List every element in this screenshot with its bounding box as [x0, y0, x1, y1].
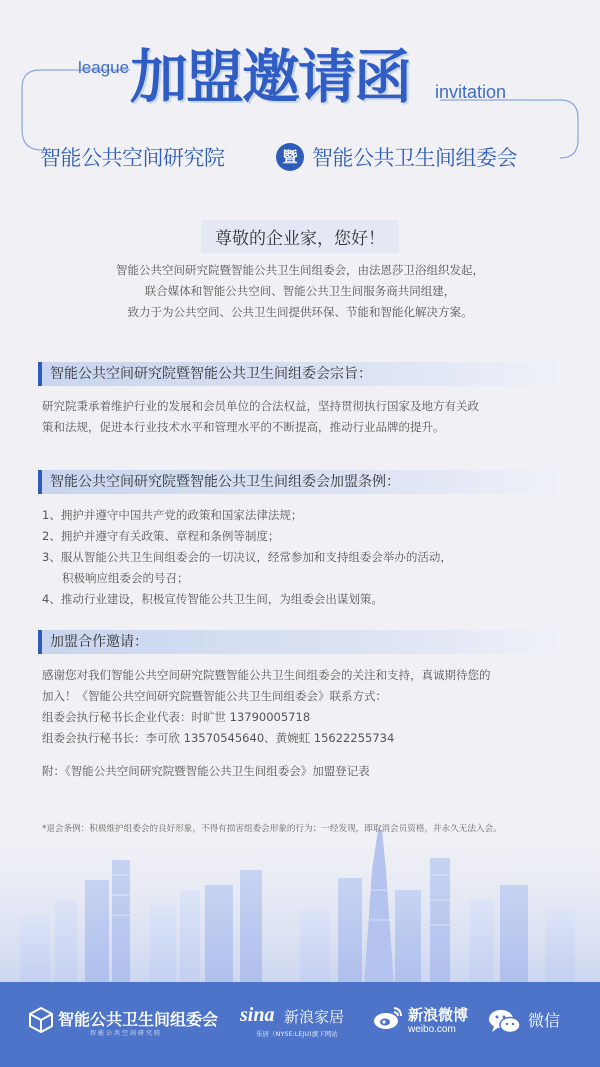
- section-heading-purpose: 智能公共空间研究院暨智能公共卫生间组委会宗旨：: [38, 362, 560, 386]
- section-body-regulations: [42, 505, 562, 610]
- contact-line: 组委会执行秘书长企业代表：时旷世 13790005718: [42, 710, 311, 724]
- league-label: league: [78, 58, 130, 77]
- section-heading-regulations: 智能公共空间研究院暨智能公共卫生间组委会加盟条例：: [38, 470, 560, 494]
- greeting: [0, 220, 600, 253]
- intro-line: 联合媒体和智能公共空间、智能公共卫生间服务商共同组建，: [144, 284, 456, 298]
- invitation-label: invitation: [435, 82, 507, 102]
- greeting-title: 尊敬的企业家，您好！: [201, 220, 399, 253]
- list-item: 3、服从智能公共卫生间组委会的一切决议，经常参加和支持组委会举办的活动，: [42, 550, 452, 564]
- cube-logo-icon: [28, 1006, 54, 1034]
- sina-home-name: 新浪家居: [284, 1008, 345, 1026]
- list-item: 4、推动行业建设，积极宣传智能公共卫生间，为组委会出谋划策。: [42, 592, 383, 606]
- city-skyline-illustration: [0, 830, 600, 985]
- intro-line: 智能公共空间研究院暨智能公共卫生间组委会，由法恩莎卫浴组织发起，: [116, 263, 484, 277]
- body-line: 感谢您对我们智能公共空间研究院暨智能公共卫生间组委会的关注和支持，真诚期待您的: [42, 668, 491, 682]
- list-item: 1、拥护并遵守中国共产党的政策和国家法律法规；: [42, 508, 303, 522]
- footer-bar: [0, 982, 600, 1067]
- intro-line: 致力于为公共空间、公共卫生间提供环保、节能和智能化解决方案。: [127, 305, 473, 319]
- joint-badge: 暨: [276, 143, 304, 171]
- wechat-name: 微信: [528, 1011, 561, 1030]
- intro-paragraph: [40, 260, 560, 323]
- sina-home-sub: 乐居（NYSE:LEJU)旗下网站: [256, 1030, 338, 1038]
- body-line: 策和法规，促进本行业技术水平和管理水平的不断提高，推动行业品牌的提升。: [42, 420, 445, 434]
- footer-org-sub: 智能公共空间研究院: [90, 1030, 163, 1037]
- wechat-icon: [488, 1008, 522, 1036]
- contact-line: 组委会执行秘书长：李可欣 13570545640、黄婉虹 15622255734: [42, 731, 395, 745]
- organizer-row: [0, 140, 600, 180]
- list-item: 积极响应组委会的号召；: [62, 571, 189, 585]
- section-heading-cooperation: 加盟合作邀请：: [38, 630, 560, 654]
- list-item: 2、拥护并遵守有关政策、章程和条例等制度；: [42, 529, 280, 543]
- attachment-line: 附：《智能公共空间研究院暨智能公共卫生间组委会》加盟登记表: [42, 764, 370, 778]
- weibo-name: 新浪微博: [408, 1006, 469, 1024]
- body-line: 加入！《智能公共空间研究院暨智能公共卫生间组委会》联系方式：: [42, 689, 387, 703]
- organizer-right: 智能公共卫生间组委会: [312, 146, 517, 170]
- invitation-title: 加盟邀请函: [130, 43, 411, 111]
- section-body-purpose: [42, 396, 562, 438]
- header: [0, 0, 600, 200]
- withdrawal-note: *退会条例：积极维护组委会的良好形象，不得有损害组委会形象的行为；一经发现，即取消会员资格，并永久无法入会。: [42, 824, 502, 834]
- section-body-cooperation: [42, 665, 562, 782]
- weibo-icon: [372, 1004, 404, 1032]
- sina-logo: sina: [240, 1004, 275, 1026]
- organizer-left: 智能公共空间研究院: [40, 146, 225, 170]
- weibo-url: weibo.com: [408, 1024, 456, 1035]
- footer-org-name: 智能公共卫生间组委会: [58, 1010, 219, 1029]
- body-line: 研究院秉承着维护行业的发展和会员单位的合法权益，坚持贯彻执行国家及地方有关政: [42, 399, 479, 413]
